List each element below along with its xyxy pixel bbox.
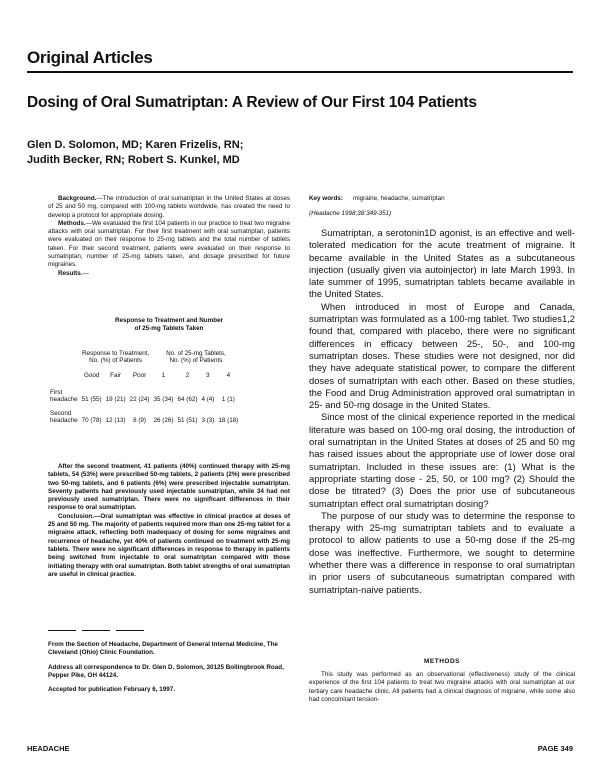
keywords: [309, 195, 575, 203]
authors-line-1: Glen D. Solomon, MD; Karen Frizelis, RN;: [27, 139, 244, 151]
table-row: headache 51 (55) 19 (21) 22 (24) 35 (34) 64 (62) 4 (4) 1 (1): [50, 396, 235, 403]
divider: [116, 630, 144, 631]
methods-paragraph: This study was performed as an observational (effectiveness) study of the clinical experience of the first 104 patients to treat two migraine attacks with oral sumatriptan at our tertiary care headache clinic. All patients had a clinical diagnosis of migraine, while some also had concomitant tension-: [309, 671, 575, 703]
affiliation-block: [48, 641, 293, 700]
abstract-results: Results.—: [58, 269, 89, 277]
abstract: [48, 195, 290, 278]
intro-paragraph: The purpose of our study was to determine the response to therapy with 25-mg sumatriptan tablets and to evaluate a protocol to allow patients to use a 50-mg dose if the 25-mg dose was ineffective. Furthermore, we sought to determine whether there was a difference in response to oral sumatriptan in prior users of subcutaneous sumatriptan compared with sumatriptan-naive patients.: [309, 509, 575, 595]
correspondence: Address all correspondence to Dr. Glen D. Solomon, 30125 Bollingbrook Road, Pepper Pike, OH 44124.: [48, 663, 284, 679]
divider: [48, 630, 76, 631]
response-table: Response to Treatment, No. of 25-mg Tablets, No. (%) of Patients No. (%) of Patients Good Fair Poor 1 2 3 4 First headache 51 (55) 19 (21) 22 (24) 35 (34) 64 (62) 4 (4) 1 (1) Second headache 70 (78) 12 (13) 8 (9) 26 (26) 51 (51) 3 (3) 18 (18): [50, 350, 239, 424]
table-row: headache 70 (78) 12 (13) 8 (9) 26 (26) 51 (51) 3 (3) 18 (18): [50, 417, 239, 424]
methods-section: [309, 671, 575, 704]
methods-heading: METHODS: [424, 658, 460, 665]
divider: [82, 630, 110, 631]
table-header-row: Good Fair Poor 1 2 3 4: [83, 372, 231, 379]
page-number: PAGE 349: [537, 744, 573, 753]
intro-paragraph: Sumatriptan, a serotonin1D agonist, is an effective and well-tolerated medication for the acute treatment of migraine. It became available in the United States as a subcutaneous injection (usually given via autoinjector) in late March 1993. In late summer of 1995, sumatriptan tablets became available in the United States.: [309, 227, 575, 300]
introduction: [309, 227, 575, 596]
abstract-background: Background.—The introduction of oral sumatriptan in the United States at doses of 25 and 50 mg, compared with 100-mg tablets worldwide, has created the need to develop a protocol for appropriate dosing.: [48, 195, 290, 219]
section-rule: [27, 71, 573, 73]
affiliation: From the Section of Headache, Department of General Internal Medicine, The Cleveland (Ohio) Clinic Foundation.: [48, 641, 278, 657]
keywords-list: migraine, headache, sumatriptan: [352, 195, 445, 202]
table-title: Response to Treatment and Number of 25-mg Tablets Taken: [114, 317, 224, 333]
accepted-date: Accepted for publication February 6, 1997.: [48, 686, 176, 694]
table-group-response: Response to Treatment,: [82, 350, 150, 357]
abstract-conclusion: Conclusion.—Oral sumatriptan was effective in clinical practice at doses of 25 and 50 mg. The majority of patients required more than one 25-mg tablet for a migraine attack, reflecting both inadequacy of dosing for some migraines and recurrence of headache, yet 40% of patients continued on treatment with 25-mg tablets. There were no significant differences in response to therapy in patients being switched from injectable to oral sumatriptan compared with those initiating therapy with oral sumatriptan. Both tablet strengths of oral sumatriptan are useful in clinical practice.: [48, 512, 290, 578]
article-title: Dosing of Oral Sumatriptan: A Review of Our First 104 Patients: [27, 94, 477, 111]
intro-paragraph: When introduced in most of Europe and Canada, sumatriptan was formulated as a 100-mg tablet. Two studies1,2 found that, compared with placebo, there were no significant differences in efficacy between 25-, 50-, and 100-mg sumatriptan doses. These studies were not designed, nor did they have adequate statistical power, to compare the different doses of sumatriptan with each other. Based on these studies, the Food and Drug Administration approved oral sumatriptan in 25- and 50-mg dosage in the United States.: [309, 300, 575, 411]
abstract-methods: Methods.—We evaluated the first 104 patients in our practice to treat two migraine attacks with oral sumatriptan. For their first treatment with oral sumatriptan, patients were evaluated on their response to 25-mg tablets and the total number of tablets taken. For their second treatment, patients were evaluated on their response to sumatriptan, number of 25-mg tablets taken, and dosage prescribed for future migraines.: [48, 219, 290, 269]
citation: (Headache 1998;38:349-351): [309, 210, 392, 217]
authors: [27, 138, 243, 168]
results-text: After the second treatment, 41 patients (40%) continued therapy with 25-mg tablets, 54 (53%) were prescribed 50-mg tablets, 2 patients (2%) were prescribed two 50-mg tablets, and 6 patients (6%) were prescribed injectable sumatriptan. Seventy patients had previously used injectable sumatriptan, while 34 had not previously used sumatriptan. There were no significant differences in their response to oral sumatriptan.: [48, 463, 290, 512]
journal-name: HEADACHE: [27, 744, 70, 753]
table-group-tablets: No. of 25-mg Tablets,: [166, 350, 226, 357]
abstract-results-continued: [48, 463, 290, 579]
keywords-label: Key words:: [309, 195, 343, 202]
authors-line-2: Judith Becker, RN; Robert S. Kunkel, MD: [27, 154, 240, 166]
section-label: Original Articles: [27, 48, 153, 67]
intro-paragraph: Since most of the clinical experience reported in the medical literature was based on 100-mg oral dosing, the introduction of oral sumatriptan in the United States at doses of 25 and 50 mg has raised issues about the appropriate use of lower dose oral sumatriptan. Included in these issues are: (1) What is the appropriate starting dose - 25, 50, or 100 mg? (2) Should the dose be titrated? (3) Does the prior use of subcutaneous sumatriptan effect oral sumatriptan dosing?: [309, 411, 575, 509]
